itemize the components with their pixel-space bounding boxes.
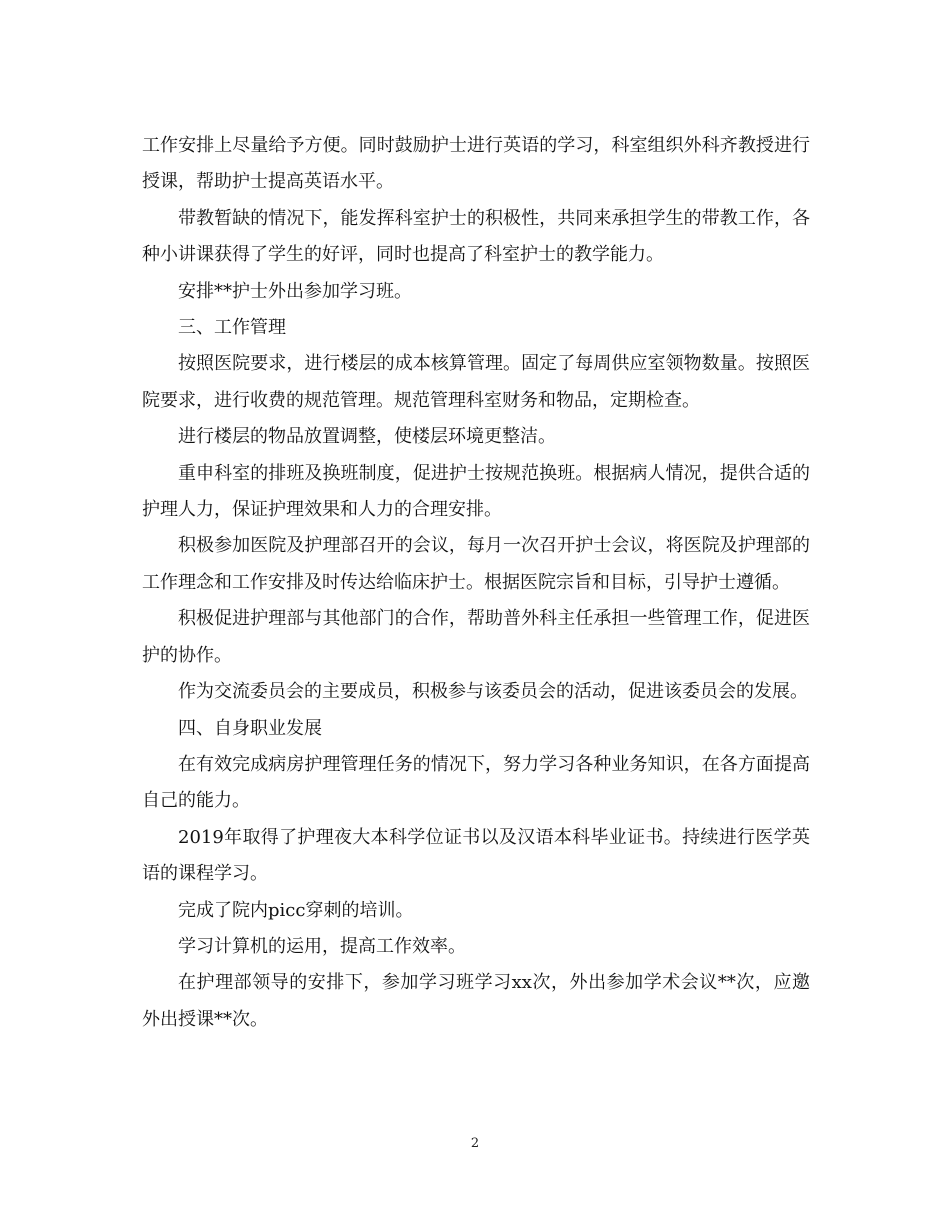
paragraph: 带教暂缺的情况下，能发挥科室护士的积极性，共同来承担学生的带教工作，各种小讲课获得了学生的好评，同时也提高了科室护士的教学能力。 <box>142 207 810 266</box>
section-heading-work-management: 三、工作管理 <box>178 317 286 339</box>
document-body <box>142 128 810 1038</box>
page-number: 2 <box>470 1136 480 1151</box>
paragraph: 安排**护士外出参加学习班。 <box>178 280 412 302</box>
paragraph: 在护理部领导的安排下，参加学习班学习xx次，外出参加学术会议**次，应邀外出授课**次。 <box>142 972 810 1030</box>
paragraph: 在有效完成病房护理管理任务的情况下，努力学习各种业务知识，在各方面提高自己的能力。 <box>142 753 810 812</box>
paragraph: 按照医院要求，进行楼层的成本核算管理。固定了每周供应室领物数量。按照医院要求，进行收费的规范管理。规范管理科室财务和物品，定期检查。 <box>142 353 810 411</box>
paragraph: 2019年取得了护理夜大本科学位证书以及汉语本科毕业证书。持续进行医学英语的课程学习。 <box>142 826 810 885</box>
paragraph: 学习计算机的运用，提高工作效率。 <box>178 935 466 957</box>
paragraph: 积极参加医院及护理部召开的会议，每月一次召开护士会议，将医院及护理部的工作理念和工作安排及时传达给临床护士。根据医院宗旨和目标，引导护士遵循。 <box>142 535 810 593</box>
paragraph: 重申科室的排班及换班制度，促进护士按规范换班。根据病人情况，提供合适的护理人力，保证护理效果和人力的合理安排。 <box>142 462 810 521</box>
paragraph: 作为交流委员会的主要成员，积极参与该委员会的活动，促进该委员会的发展。 <box>178 681 808 703</box>
paragraph: 完成了院内picc穿刺的培训。 <box>178 899 414 921</box>
paragraph-continued: 工作安排上尽量给予方便。同时鼓励护士进行英语的学习，科室组织外科齐教授进行授课，帮助护士提高英语水平。 <box>142 135 810 193</box>
paragraph: 进行楼层的物品放置调整，使楼层环境更整洁。 <box>178 426 556 448</box>
paragraph: 积极促进护理部与其他部门的合作，帮助普外科主任承担一些管理工作，促进医护的协作。 <box>142 608 810 666</box>
section-heading-career-development: 四、自身职业发展 <box>178 717 322 739</box>
